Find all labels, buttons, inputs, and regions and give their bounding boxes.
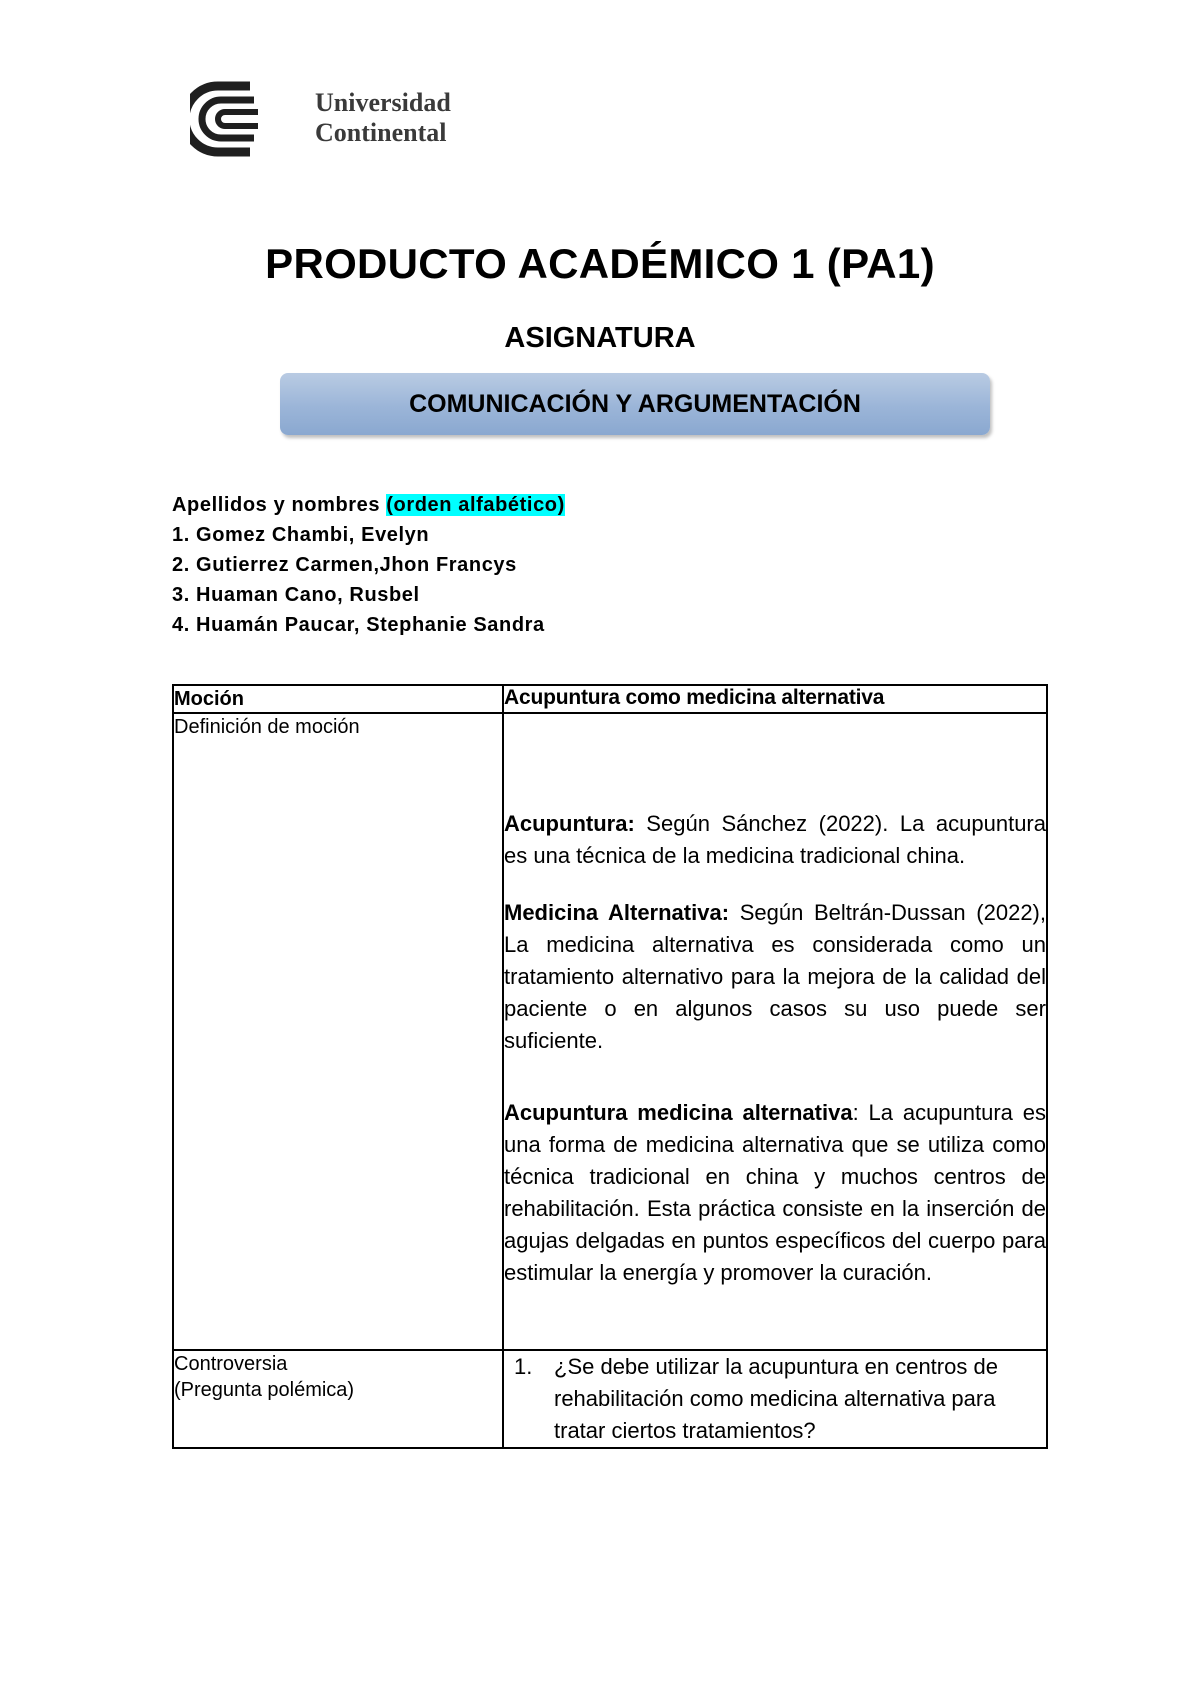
table-row-definition <box>173 713 1047 1350</box>
motion-label: Moción <box>173 685 503 713</box>
authors-block <box>172 490 565 640</box>
logo-emblem-icon <box>190 80 300 158</box>
author-item: 2. Gutierrez Carmen,Jhon Francys <box>172 554 517 576</box>
logo-wordmark: Universidad Continental <box>315 88 451 147</box>
controversy-content <box>503 1350 1047 1448</box>
document-title: PRODUCTO ACADÉMICO 1 (PA1) <box>265 240 935 287</box>
definition-paragraph: Medicina Alternativa: Según Beltrán-Dussan (2022), La medicina alternativa es considerada como un tratamiento alternativo para la mejora de la calidad del paciente o en algunos casos su uso puede ser suficiente. <box>504 900 1046 1053</box>
authors-label: Apellidos y nombres (orden alfabético) <box>172 494 565 516</box>
controversy-question: ¿Se debe utilizar la acupuntura en centros de rehabilitación como medicina alternativa para tratar ciertos tratamientos? <box>554 1354 998 1443</box>
definition-paragraph: Acupuntura medicina alternativa: La acupuntura es una forma de medicina alternativa que se utiliza como técnica tradicional en china y muchos centros de rehabilitación. Esta práctica consiste en la inserción de agujas delgadas en puntos específicos del cuerpo para estimular la energía y promover la curación. <box>504 1100 1046 1285</box>
author-item: 3. Huaman Cano, Rusbel <box>172 584 420 606</box>
author-item: 1. Gomez Chambi, Evelyn <box>172 524 430 546</box>
subject-heading: ASIGNATURA <box>504 322 696 354</box>
controversy-label: Controversia (Pregunta polémica) <box>173 1350 503 1448</box>
question-number: 1. <box>514 1354 533 1379</box>
table-row-header <box>173 685 1047 713</box>
definition-label: Definición de moción <box>173 713 503 1350</box>
list-item <box>504 1351 1046 1447</box>
definition-paragraph: Acupuntura: Según Sánchez (2022). La acupuntura es una técnica de la medicina tradicional china. <box>504 811 1046 868</box>
course-name-banner: COMUNICACIÓN Y ARGUMENTACIÓN <box>280 373 990 435</box>
motion-title: Acupuntura como medicina alternativa <box>503 685 1047 713</box>
author-item: 4. Huamán Paucar, Stephanie Sandra <box>172 614 545 636</box>
university-logo <box>190 78 480 160</box>
table-row-controversy <box>173 1350 1047 1448</box>
definition-content <box>503 713 1047 1350</box>
authors-label-note: (orden alfabético) <box>386 494 565 516</box>
motion-table <box>172 684 1048 1449</box>
